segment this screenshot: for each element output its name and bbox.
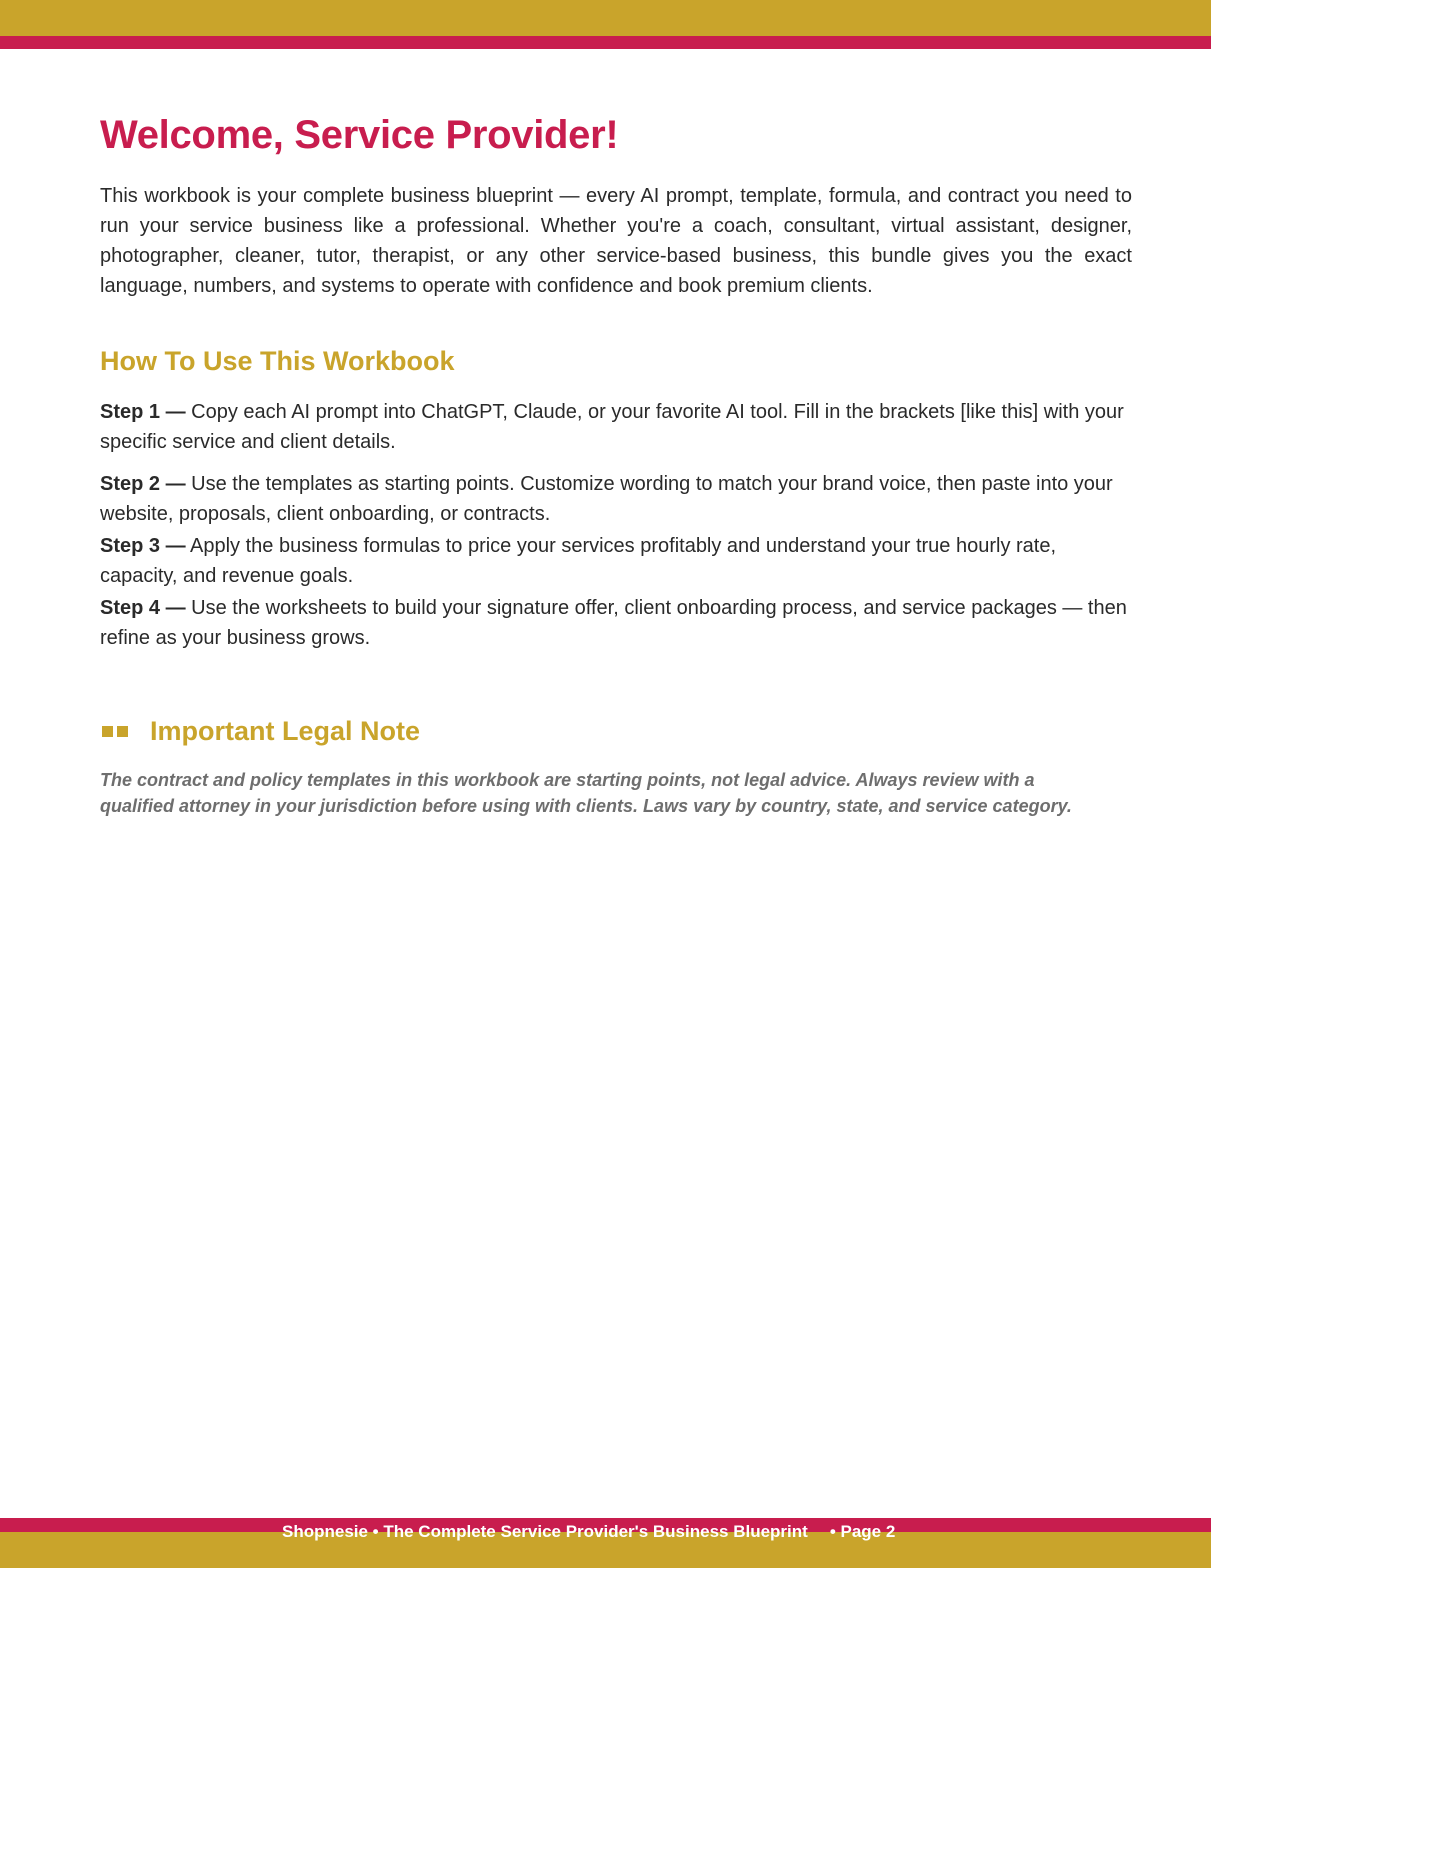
step-label: Step 3 — — [100, 535, 186, 557]
legal-note-heading: Important Legal Note — [150, 716, 421, 746]
step-text: Copy each AI prompt into ChatGPT, Claude, or your favorite AI tool. Fill in the brackets [like this] with your specific service and client details. — [100, 401, 1124, 453]
step-1 — [100, 397, 1132, 457]
legal-note-text: The contract and policy templates in this workbook are starting points, not legal advice. Always review with a qualified attorney in your jurisdiction before using with clients. Laws vary by country, state, and service category. — [100, 770, 1072, 816]
step-2 — [100, 469, 1132, 529]
step-text: Apply the business formulas to price your services profitably and understand your true hourly rate, capacity, and revenue goals. — [100, 535, 1057, 587]
footer — [282, 1522, 895, 1542]
double-square-icon — [102, 726, 134, 737]
page-number: • Page 2 — [829, 1522, 896, 1541]
how-to-heading: How To Use This Workbook — [100, 346, 455, 376]
step-label: Step 1 — — [100, 401, 186, 423]
page-title: Welcome, Service Provider! — [100, 113, 619, 157]
step-label: Step 4 — — [100, 597, 186, 619]
step-text: Use the templates as starting points. Customize wording to match your brand voice, then paste into your website, proposals, client onboarding, or contracts. — [100, 473, 1113, 525]
legal-note-header — [100, 716, 420, 747]
intro-paragraph: This workbook is your complete business blueprint — every AI prompt, template, formula, and contract you need to run your service business like a professional. Whether you're a coach, consultant, virtual assistant, designer, photographer, cleaner, tutor, therapist, or any other service-based business, this bundle gives you the exact language, numbers, and systems to operate with confidence and book premium clients. — [100, 185, 1132, 297]
header-band-gold — [0, 0, 1211, 36]
step-text: Use the worksheets to build your signature offer, client onboarding process, and service packages — then refine as your business grows. — [100, 597, 1127, 649]
step-4 — [100, 593, 1132, 653]
footer-title: Shopnesie • The Complete Service Provider's Business Blueprint — [282, 1522, 808, 1541]
step-label: Step 2 — — [100, 473, 186, 495]
step-3 — [100, 531, 1132, 591]
header-band-red — [0, 36, 1211, 49]
